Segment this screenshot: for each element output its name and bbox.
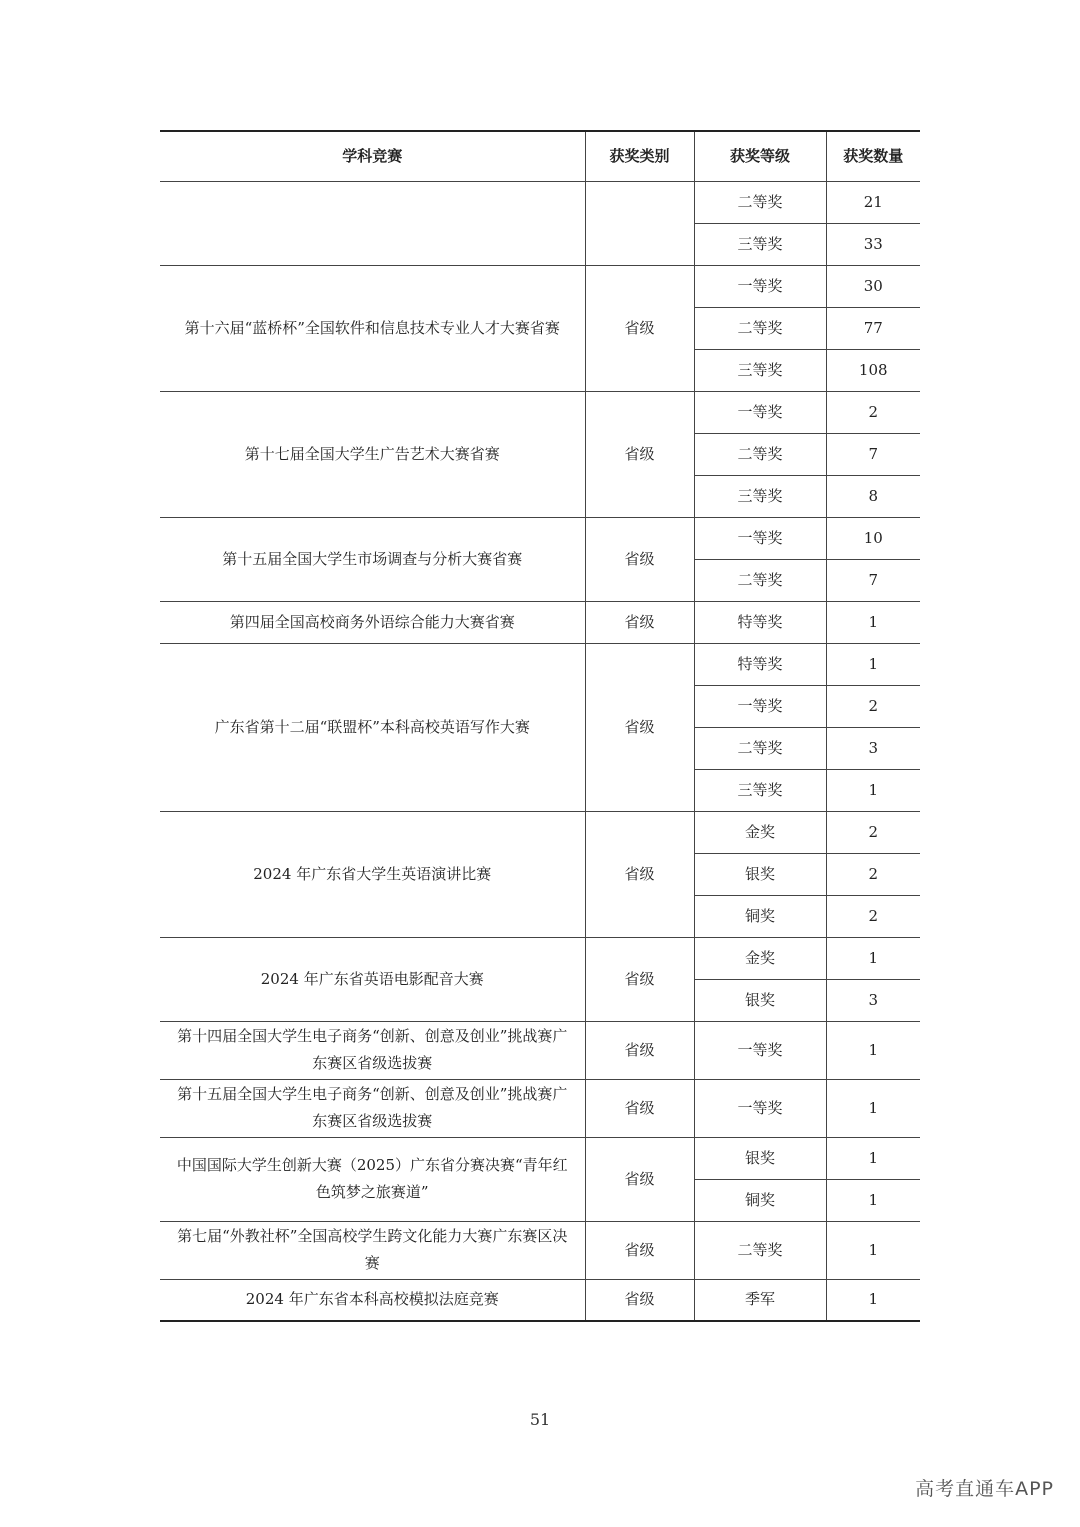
competition-name-cell: 2024 年广东省英语电影配音大赛 — [160, 937, 585, 1021]
award-level-cell: 一等奖 — [694, 1021, 826, 1079]
award-count-cell: 108 — [826, 349, 920, 391]
award-level-cell: 二等奖 — [694, 1221, 826, 1279]
header-category: 获奖类别 — [585, 131, 694, 181]
award-level-cell: 一等奖 — [694, 391, 826, 433]
award-count-cell: 1 — [826, 601, 920, 643]
award-category-cell — [585, 181, 694, 265]
award-count-cell: 1 — [826, 1079, 920, 1137]
award-count-cell: 1 — [826, 643, 920, 685]
award-count-cell: 1 — [826, 1137, 920, 1179]
table-body — [160, 181, 920, 1321]
award-count-cell: 1 — [826, 1221, 920, 1279]
award-level-cell: 一等奖 — [694, 517, 826, 559]
award-level-cell: 三等奖 — [694, 349, 826, 391]
competition-name-cell: 第十五届全国大学生电子商务“创新、创意及创业”挑战赛广东赛区省级选拔赛 — [160, 1079, 585, 1137]
award-level-cell: 二等奖 — [694, 433, 826, 475]
table-row — [160, 391, 920, 433]
award-level-cell: 金奖 — [694, 937, 826, 979]
table-row — [160, 601, 920, 643]
award-category-cell: 省级 — [585, 1021, 694, 1079]
award-level-cell: 一等奖 — [694, 265, 826, 307]
table-row — [160, 937, 920, 979]
competition-name-cell: 第四届全国高校商务外语综合能力大赛省赛 — [160, 601, 585, 643]
competition-name-cell — [160, 181, 585, 265]
award-level-cell: 季军 — [694, 1279, 826, 1321]
header-competition: 学科竞赛 — [160, 131, 585, 181]
award-count-cell: 8 — [826, 475, 920, 517]
award-level-cell: 银奖 — [694, 1137, 826, 1179]
table-row — [160, 1021, 920, 1079]
award-category-cell: 省级 — [585, 1137, 694, 1221]
award-level-cell: 三等奖 — [694, 475, 826, 517]
table-row — [160, 517, 920, 559]
competition-name-cell: 广东省第十二届“联盟杯”本科高校英语写作大赛 — [160, 643, 585, 811]
award-count-cell: 7 — [826, 559, 920, 601]
competition-name-cell: 第十五届全国大学生市场调查与分析大赛省赛 — [160, 517, 585, 601]
award-level-cell: 二等奖 — [694, 307, 826, 349]
award-level-cell: 一等奖 — [694, 1079, 826, 1137]
award-category-cell: 省级 — [585, 1079, 694, 1137]
table-row — [160, 1279, 920, 1321]
award-level-cell: 铜奖 — [694, 1179, 826, 1221]
award-count-cell: 1 — [826, 937, 920, 979]
competition-name-cell: 第十四届全国大学生电子商务“创新、创意及创业”挑战赛广东赛区省级选拔赛 — [160, 1021, 585, 1079]
award-category-cell: 省级 — [585, 1279, 694, 1321]
awards-table — [160, 130, 920, 1322]
award-category-cell: 省级 — [585, 265, 694, 391]
award-level-cell: 二等奖 — [694, 727, 826, 769]
award-level-cell: 银奖 — [694, 853, 826, 895]
award-count-cell: 21 — [826, 181, 920, 223]
award-level-cell: 特等奖 — [694, 601, 826, 643]
table-row — [160, 1221, 920, 1279]
table-row — [160, 643, 920, 685]
award-level-cell: 金奖 — [694, 811, 826, 853]
award-count-cell: 33 — [826, 223, 920, 265]
award-count-cell: 10 — [826, 517, 920, 559]
award-level-cell: 二等奖 — [694, 559, 826, 601]
table-header-row — [160, 131, 920, 181]
award-level-cell: 铜奖 — [694, 895, 826, 937]
competition-name-cell: 中国国际大学生创新大赛（2025）广东省分赛决赛“青年红色筑梦之旅赛道” — [160, 1137, 585, 1221]
header-award-level: 获奖等级 — [694, 131, 826, 181]
award-level-cell: 三等奖 — [694, 769, 826, 811]
award-count-cell: 1 — [826, 1179, 920, 1221]
award-category-cell: 省级 — [585, 811, 694, 937]
competition-name-cell: 第十七届全国大学生广告艺术大赛省赛 — [160, 391, 585, 517]
award-category-cell: 省级 — [585, 643, 694, 811]
award-count-cell: 1 — [826, 1021, 920, 1079]
award-level-cell: 一等奖 — [694, 685, 826, 727]
award-level-cell: 三等奖 — [694, 223, 826, 265]
award-count-cell: 7 — [826, 433, 920, 475]
table-row — [160, 1079, 920, 1137]
table-row — [160, 811, 920, 853]
table-row — [160, 265, 920, 307]
watermark: 高考直通车APP — [915, 1478, 1054, 1500]
header-award-count: 获奖数量 — [826, 131, 920, 181]
award-count-cell: 2 — [826, 895, 920, 937]
award-count-cell: 3 — [826, 979, 920, 1021]
award-count-cell: 3 — [826, 727, 920, 769]
competition-name-cell: 第七届“外教社杯”全国高校学生跨文化能力大赛广东赛区决赛 — [160, 1221, 585, 1279]
table-row — [160, 1137, 920, 1179]
award-count-cell: 1 — [826, 769, 920, 811]
award-count-cell: 77 — [826, 307, 920, 349]
award-count-cell: 2 — [826, 811, 920, 853]
award-count-cell: 2 — [826, 391, 920, 433]
award-category-cell: 省级 — [585, 601, 694, 643]
award-category-cell: 省级 — [585, 391, 694, 517]
award-level-cell: 银奖 — [694, 979, 826, 1021]
award-category-cell: 省级 — [585, 1221, 694, 1279]
competition-name-cell: 2024 年广东省大学生英语演讲比赛 — [160, 811, 585, 937]
table-row — [160, 181, 920, 223]
page-number: 51 — [529, 1410, 551, 1429]
award-count-cell: 30 — [826, 265, 920, 307]
competition-name-cell: 2024 年广东省本科高校模拟法庭竞赛 — [160, 1279, 585, 1321]
award-category-cell: 省级 — [585, 517, 694, 601]
award-level-cell: 特等奖 — [694, 643, 826, 685]
award-count-cell: 2 — [826, 685, 920, 727]
award-level-cell: 二等奖 — [694, 181, 826, 223]
award-category-cell: 省级 — [585, 937, 694, 1021]
award-count-cell: 1 — [826, 1279, 920, 1321]
competition-name-cell: 第十六届“蓝桥杯”全国软件和信息技术专业人才大赛省赛 — [160, 265, 585, 391]
award-count-cell: 2 — [826, 853, 920, 895]
